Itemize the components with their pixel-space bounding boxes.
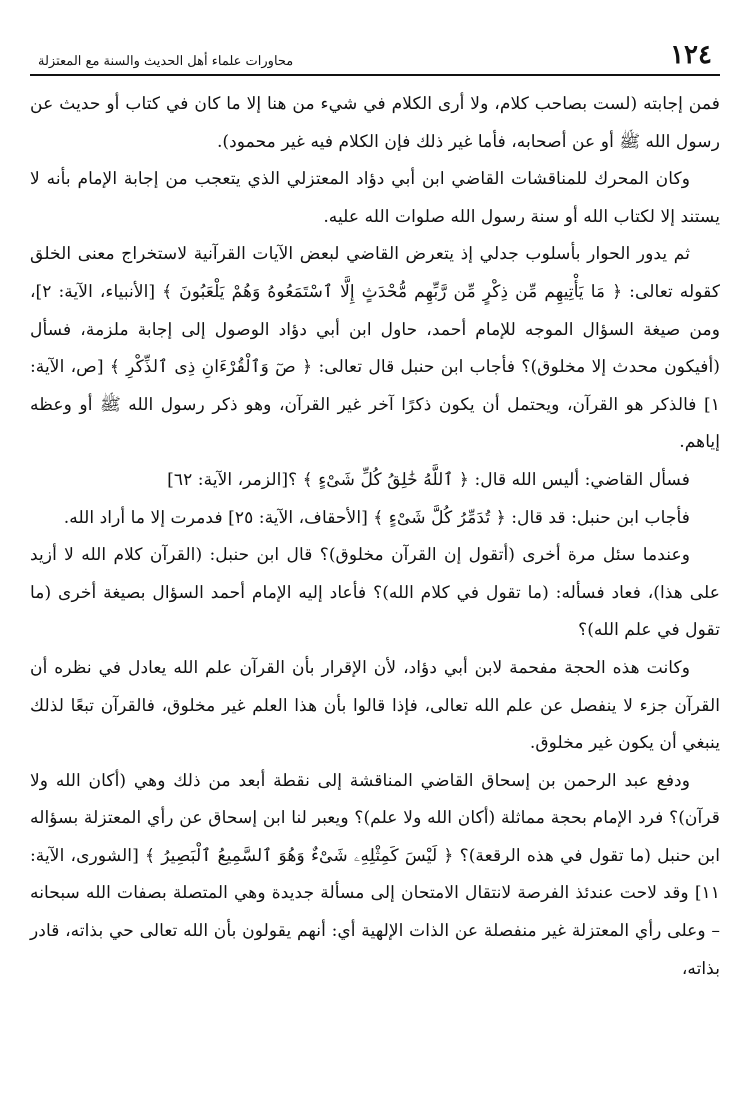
paragraph: فسأل القاضي: أليس الله قال: ﴿ ٱللَّهُ خَٰلِقُ كُلِّ شَىْءٍ ﴾ ؟[الزمر، الآية: ٦٢] — [167, 469, 690, 490]
page-body — [30, 76, 720, 988]
paragraph: وكان المحرك للمناقشات القاضي ابن أبي دؤاد المعتزلي الذي يتعجب من إجابة الإمام بأنه لا يستند إلا لكتاب الله أو سنة رسول الله صلوات الله عليه. — [30, 169, 720, 227]
page-header — [30, 42, 720, 76]
paragraph: فأجاب ابن حنبل: قد قال: ﴿ تُدَمِّرُ كُلَّ شَىْءٍ ﴾ [الأحقاف، الآية: ٢٥] فدمرت إلا ما أراد الله. — [63, 507, 690, 528]
page-number: ١٢٤ — [670, 40, 712, 70]
paragraph: ثم يدور الحوار بأسلوب جدلي إذ يتعرض القاضي لبعض الآيات القرآنية لاستخراج معنى الخلق كقوله تعالى: ﴿ مَا يَأْتِيهِم مِّن ذِكْرٍ مِّن رَّبِّهِم مُّحْدَثٍ إِلَّا ٱسْتَمَعُوهُ وَهُمْ يَلْعَبُونَ ﴾ [الأنبياء، الآية: ٢]، ومن صيغة السؤال الموجه للإمام أحمد، حاول ابن أبي دؤاد الوصول إلى إجابة ملزمة، فسأل (أفيكون محدث إلا مخلوق)؟ فأجاب ابن حنبل قال تعالى: ﴿ صٓ وَٱلْقُرْءَانِ ذِى ٱلذِّكْرِ ﴾ [ص، الآية: ١] فالذكر هو القرآن، ويحتمل أن يكون ذكرًا آخر غير القرآن، وهو ذكر رسول الله ﷺ أو وعظه إياهم. — [30, 244, 720, 453]
paragraph: فمن إجابته (لست بصاحب كلام، ولا أرى الكلام في شيء من هنا إلا ما كان في كتاب أو حديث عن رسول الله ﷺ أو عن أصحابه، فأما غير ذلك فإن الكلام فيه غير محمود). — [30, 94, 720, 152]
paragraph: وكانت هذه الحجة مفحمة لابن أبي دؤاد، لأن الإقرار بأن القرآن علم الله يعادل في نظره أن القرآن جزء لا ينفصل عن علم الله تعالى، فإذا قالوا بأن هذا العلم غير مخلوق، فالقرآن تبعًا لذلك ينبغي أن يكون غير مخلوق. — [30, 657, 720, 754]
paragraph: ودفع عبد الرحمن بن إسحاق القاضي المناقشة إلى نقطة أبعد من ذلك وهي (أكان الله ولا قرآن)؟ فرد الإمام بحجة مماثلة (أكان الله ولا علم)؟ ويعبر لنا ابن إسحاق عن رأي المعتزلة بسؤاله ابن حنبل (ما تقول في هذه الرقعة)؟ ﴿ لَيْسَ كَمِثْلِهِۦ شَىْءٌ وَهُوَ ٱلسَّمِيعُ ٱلْبَصِيرُ ﴾ [الشورى، الآية: ١١] وقد لاحت عندئذ الفرصة لانتقال الامتحان إلى مسألة جديدة وهي المتصلة بصفات الله سبحانه – وعلى رأي المعتزلة غير منفصلة عن الذات الإلهية أي: أنهم يقولون بأن الله تعالى حي بذاته، قادر بذاته، — [30, 770, 720, 979]
running-title: محاورات علماء أهل الحديث والسنة مع المعتزلة — [38, 54, 294, 69]
paragraph: وعندما سئل مرة أخرى (أتقول إن القرآن مخلوق)؟ قال ابن حنبل: (القرآن كلام الله لا أزيد على هذا)، فعاد فسأله: (ما تقول في كلام الله)؟ فأعاد إليه الإمام أحمد السؤال بصيغة أخرى (ما تقول في علم الله)؟ — [30, 545, 720, 641]
